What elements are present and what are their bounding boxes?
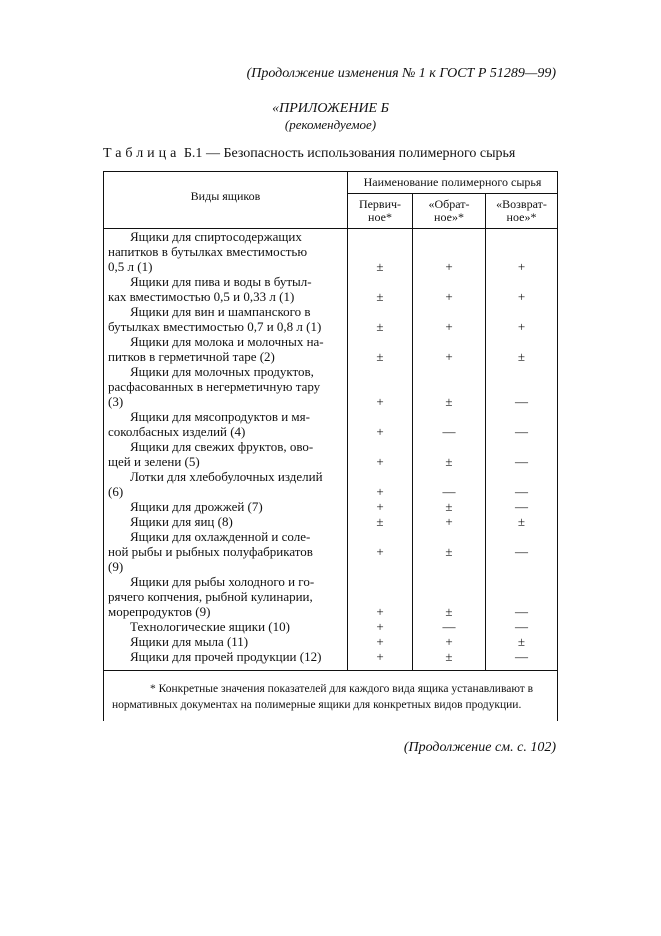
box-kind-line: Лотки для хлебобулочных изделий — [130, 469, 323, 484]
caption-title: — Безопасность использования полимерного сырья — [205, 146, 516, 161]
table-row — [104, 514, 558, 529]
box-kind-line: Ящики для яиц (8) — [130, 514, 233, 529]
box-kind-line: (6) — [108, 484, 124, 499]
continuation-header: (Продолжение изменения № 1 к ГОСТ Р 51289—99) — [246, 66, 556, 81]
box-kind-line: Ящики для охлажденной и соле- — [130, 529, 311, 544]
safety-value: ± — [486, 514, 558, 529]
safety-value: — — [413, 409, 486, 439]
header-kinds: Виды ящиков — [104, 172, 348, 229]
table-row — [104, 649, 558, 671]
safety-value: ± — [348, 304, 413, 334]
safety-value: + — [348, 634, 413, 649]
table-row — [104, 304, 558, 334]
table-row — [104, 619, 558, 634]
safety-value: + — [348, 469, 413, 499]
safety-value: — — [486, 574, 558, 619]
safety-value: ± — [413, 439, 486, 469]
safety-value: + — [413, 274, 486, 304]
safety-value: ± — [486, 334, 558, 364]
box-kind-line: щей и зелени (5) — [108, 454, 200, 469]
box-kind-cell — [104, 439, 348, 469]
safety-value: — — [486, 439, 558, 469]
safety-value: ± — [348, 229, 413, 275]
box-kind-line: бутылках вместимостью 0,7 и 0,8 л (1) — [108, 319, 322, 334]
box-kind-line: (9) — [108, 559, 124, 574]
box-kind-line: ках вместимостью 0,5 и 0,33 л (1) — [108, 289, 295, 304]
table-row — [104, 574, 558, 619]
box-kind-line: Ящики для пива и воды в бутыл- — [130, 274, 312, 289]
box-kind-line: Технологические ящики (10) — [130, 619, 290, 634]
safety-value: — — [486, 649, 558, 671]
table-row — [104, 469, 558, 499]
safety-value: ± — [348, 514, 413, 529]
table-row — [104, 439, 558, 469]
appendix-subtitle: (рекомендуемое) — [284, 117, 377, 132]
box-kind-line: ной рыбы и рыбных полуфабрикатов — [108, 544, 313, 559]
box-kind-cell — [104, 304, 348, 334]
box-kind-cell — [104, 634, 348, 649]
box-kind-line: Ящики для молочных продуктов, — [130, 364, 314, 379]
box-kind-line: (3) — [108, 394, 124, 409]
box-kind-cell — [104, 499, 348, 514]
table-row — [104, 409, 558, 439]
safety-value: + — [486, 229, 558, 275]
box-kind-line: Ящики для спиртосодержащих — [130, 229, 302, 244]
continuation-footer: (Продолжение см. с. 102) — [403, 740, 556, 755]
safety-value: + — [348, 499, 413, 514]
box-kind-line: Ящики для молока и молочных на- — [130, 334, 324, 349]
header-returnable: «Возврат- ное»* — [486, 194, 558, 229]
header-primary: Первич- ное* — [348, 194, 413, 229]
box-kind-cell — [104, 274, 348, 304]
box-kind-line: питков в герметичной таре (2) — [108, 349, 275, 364]
table-row — [104, 529, 558, 574]
box-kind-cell — [104, 364, 348, 409]
box-kind-cell — [104, 529, 348, 574]
box-kind-line: Ящики для мыла (11) — [130, 634, 249, 649]
table-row — [104, 499, 558, 514]
table-row — [104, 364, 558, 409]
box-kind-cell — [104, 229, 348, 275]
safety-value: ± — [348, 274, 413, 304]
safety-value: + — [348, 409, 413, 439]
safety-value: + — [486, 304, 558, 334]
safety-value: + — [413, 514, 486, 529]
caption-label: Таблица — [103, 146, 181, 161]
box-kind-line: соколбасных изделий (4) — [108, 424, 246, 439]
safety-value: + — [413, 634, 486, 649]
safety-value: ± — [413, 529, 486, 574]
safety-value: ± — [413, 574, 486, 619]
table-row — [104, 334, 558, 364]
safety-value: + — [348, 529, 413, 574]
box-kind-line: расфасованных в негерметичную тару — [108, 379, 321, 394]
appendix-title: «ПРИЛОЖЕНИЕ Б — [272, 101, 389, 116]
box-kind-line: 0,5 л (1) — [108, 259, 153, 274]
header-recycled: «Обрат- ное»* — [413, 194, 486, 229]
table-row — [104, 229, 558, 275]
safety-value: — — [413, 469, 486, 499]
safety-value: ± — [413, 649, 486, 671]
box-kind-line: Ящики для дрожжей (7) — [130, 499, 263, 514]
box-kind-line: Ящики для прочей продукции (12) — [130, 649, 322, 664]
safety-value: + — [348, 619, 413, 634]
safety-value: ± — [413, 499, 486, 514]
safety-value: ± — [348, 334, 413, 364]
safety-value: + — [413, 229, 486, 275]
table-row — [104, 274, 558, 304]
box-kind-line: Ящики для рыбы холодного и го- — [130, 574, 315, 589]
safety-value: + — [413, 304, 486, 334]
safety-value: + — [413, 334, 486, 364]
box-kind-cell — [104, 649, 348, 671]
box-kind-line: рячего копчения, рыбной кулинарии, — [108, 589, 313, 604]
safety-value: ± — [486, 634, 558, 649]
caption-number: Б.1 — [183, 146, 203, 161]
box-kind-cell — [104, 469, 348, 499]
safety-value: — — [486, 529, 558, 574]
table-footnote: * Конкретные значения показателей для каждого вида ящика устанавливают в нормативных документах на полимерные ящики для конкретных видов продукции. — [104, 671, 558, 722]
safety-value: ± — [413, 364, 486, 409]
safety-value: — — [413, 619, 486, 634]
box-kind-line: Ящики для вин и шампанского в — [130, 304, 311, 319]
box-kind-line: напитков в бутылках вместимостью — [108, 244, 308, 259]
safety-value: + — [348, 439, 413, 469]
safety-value: + — [486, 274, 558, 304]
safety-value: + — [348, 574, 413, 619]
safety-value: + — [348, 364, 413, 409]
box-kind-line: Ящики для мясопродуктов и мя- — [130, 409, 310, 424]
safety-value: — — [486, 469, 558, 499]
table-caption — [103, 146, 515, 162]
box-kind-line: Ящики для свежих фруктов, ово- — [130, 439, 314, 454]
box-kind-cell — [104, 514, 348, 529]
safety-value: — — [486, 619, 558, 634]
safety-value: + — [348, 649, 413, 671]
safety-value: — — [486, 409, 558, 439]
header-group: Наименование полимерного сырья — [348, 172, 558, 194]
box-kind-cell — [104, 409, 348, 439]
box-kind-line: морепродуктов (9) — [108, 604, 211, 619]
safety-value: — — [486, 364, 558, 409]
table-row — [104, 634, 558, 649]
box-kind-cell — [104, 574, 348, 619]
box-kind-cell — [104, 334, 348, 364]
safety-table — [103, 171, 558, 721]
box-kind-cell — [104, 619, 348, 634]
safety-value: — — [486, 499, 558, 514]
